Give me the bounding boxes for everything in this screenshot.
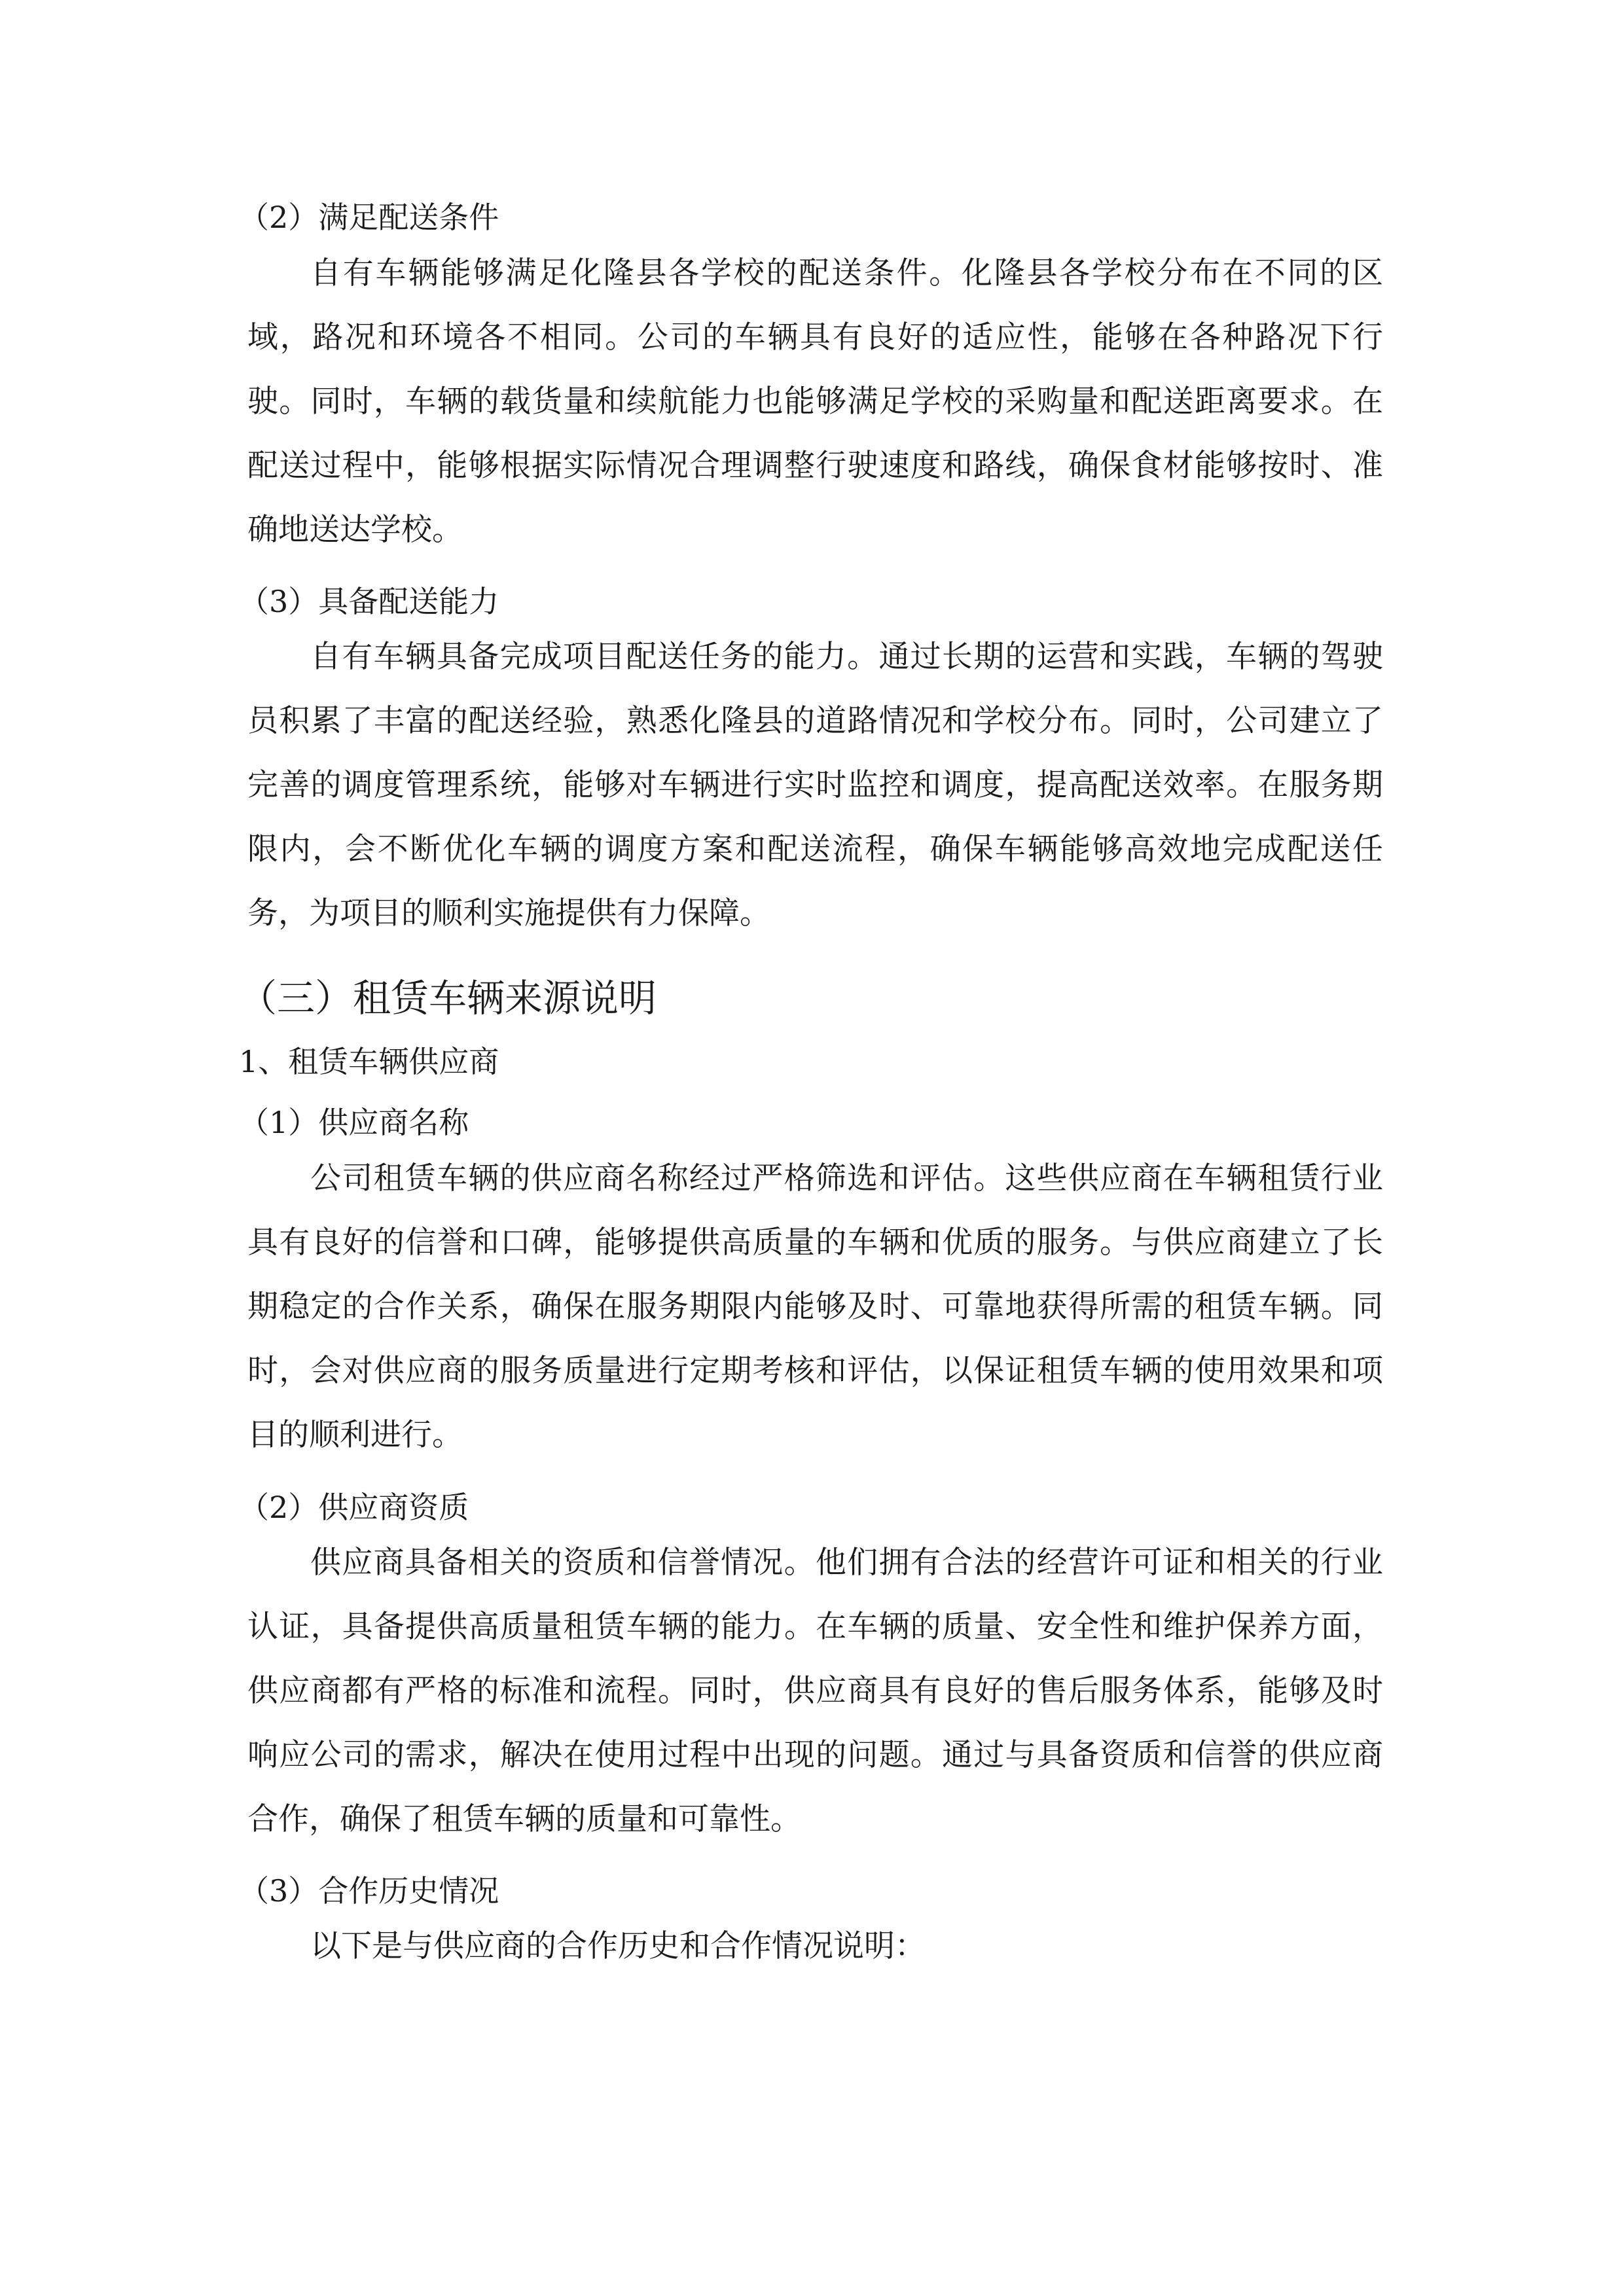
paragraph-delivery-capability: 自有车辆具备完成项目配送任务的能力。通过长期的运营和实践，车辆的驾驶员积累了丰富的配送经验，熟悉化隆县的道路情况和学校分布。同时，公司建立了完善的调度管理系统，能够对车辆进行实时监控和调度，提高配送效率。在服务期限内，会不断优化车辆的调度方案和配送流程，确保车辆能够高效地完成配送任务，为项目的顺利实施提供有力保障。 — [247, 639, 1383, 931]
heading-delivery-capability: （3）具备配送能力 — [239, 584, 499, 619]
paragraph-supplier-name: 公司租赁车辆的供应商名称经过严格筛选和评估。这些供应商在车辆租赁行业具有良好的信誉和口碑，能够提供高质量的车辆和优质的服务。与供应商建立了长期稳定的合作关系，确保在服务期限内能够及时、可靠地获得所需的租赁车辆。同时，会对供应商的服务质量进行定期考核和评估，以保证租赁车辆的使用效果和项目的顺利进行。 — [247, 1160, 1383, 1453]
paragraph-supplier-qualification: 供应商具备相关的资质和信誉情况。他们拥有合法的经营许可证和相关的行业认证，具备提供高质量租赁车辆的能力。在车辆的质量、安全性和维护保养方面，供应商都有严格的标准和流程。同时，供应商具有良好的售后服务体系，能够及时响应公司的需求，解决在使用过程中出现的问题。通过与具备资质和信誉的供应商合作，确保了租赁车辆的质量和可靠性。 — [247, 1545, 1383, 1837]
heading-cooperation-history: （3）合作历史情况 — [239, 1873, 499, 1909]
paragraph-cooperation-history: 以下是与供应商的合作历史和合作情况说明： — [310, 1928, 926, 1964]
heading-meet-delivery-conditions: （2）满足配送条件 — [239, 200, 499, 235]
paragraph-meet-delivery-conditions: 自有车辆能够满足化隆县各学校的配送条件。化隆县各学校分布在不同的区域，路况和环境各不相同。公司的车辆具有良好的适应性，能够在各种路况下行驶。同时，车辆的载货量和续航能力也能够满足学校的采购量和配送距离要求。在配送过程中，能够根据实际情况合理调整行驶速度和路线，确保食材能够按时、准确地送达学校。 — [247, 255, 1383, 548]
heading-leased-vehicle-suppliers: 1、租赁车辆供应商 — [239, 1044, 499, 1079]
section-heading-leased-vehicle-source: （三）租赁车辆来源说明 — [239, 976, 657, 1020]
heading-supplier-qualification: （2）供应商资质 — [239, 1490, 469, 1525]
heading-supplier-name: （1）供应商名称 — [239, 1105, 469, 1140]
